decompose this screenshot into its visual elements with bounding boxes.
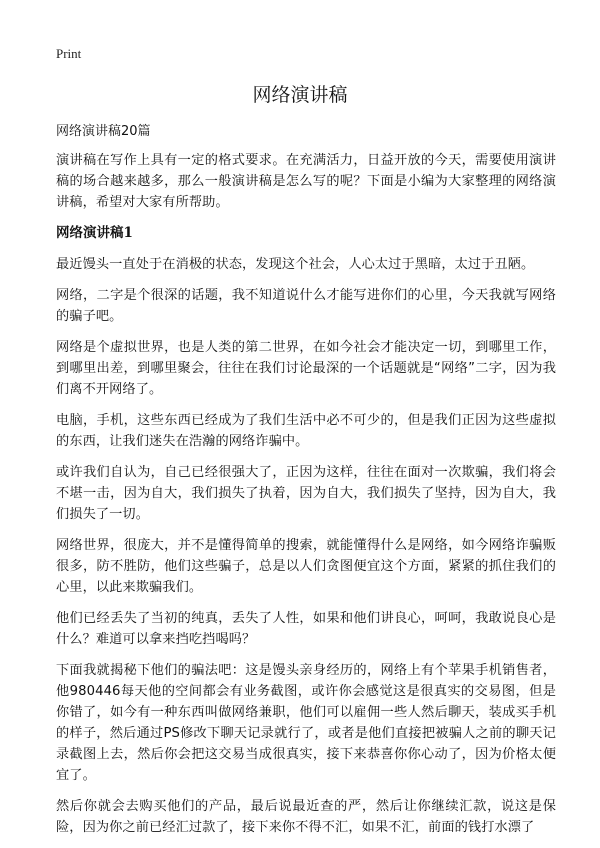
section-title: 网络演讲稿1 [56, 225, 133, 241]
document-body [56, 150, 556, 848]
body-paragraph: 电脑，手机，这些东西已经成为了我们生活中必不可少的，但是我们正因为这些虚拟的东西，让我们迷失在浩瀚的网络诈骗中。 [56, 413, 556, 449]
body-paragraph: 网络，二字是个很深的话题，我不知道说什么才能写进你们的心里，今天我就写网络的骗子吧。 [56, 288, 556, 324]
print-link[interactable]: Print [56, 46, 82, 61]
body-paragraph: 或许我们自认为，自己已经很强大了，正因为这样，往往在面对一次欺骗，我们将会不堪一击，因为自大，我们损失了执着，因为自大，我们损失了坚持，因为自大，我们损失了一切。 [56, 465, 556, 522]
body-paragraph: 网络世界，很庞大，并不是懂得简单的搜索，就能懂得什么是网络，如今网络诈骗贩很多，防不胜防，他们这些骗子，总是以人们贪图便宜这个方面，紧紧的抓住我们的心里，以此来欺骗我们。 [56, 538, 556, 595]
document-title: 网络演讲稿 [252, 84, 348, 106]
intro-paragraph: 演讲稿在写作上具有一定的格式要求。在充满活力，日益开放的今天，需要使用演讲稿的场合越来越多，那么一般演讲稿是怎么写的呢？下面是小编为大家整理的网络演讲稿，希望对大家有所帮助。 [56, 153, 556, 210]
body-paragraph: 然后你就会去购买他们的产品，最后说最近查的严，然后让你继续汇款，说这是保险，因为你之前已经汇过款了，接下来你不得不汇，如果不汇，前面的钱打水漂了 [56, 799, 556, 835]
document-subtitle: 网络演讲稿20篇 [56, 124, 151, 139]
body-paragraph: 网络是个虚拟世界，也是人类的第二世界，在如今社会才能决定一切，到哪里工作，到哪里出差，到哪里聚会，往往在我们讨论最深的一个话题就是“网络”二字，因为我们离不开网络了。 [56, 340, 556, 397]
body-paragraph: 最近馒头一直处于在消极的状态，发现这个社会，人心太过于黑暗，太过于丑陋。 [56, 257, 535, 272]
body-paragraph: 他们已经丢失了当初的纯真，丢失了人性，如果和他们讲良心，呵呵，我敢说良心是什么？难道可以拿来挡吃挡喝吗？ [56, 611, 556, 647]
body-paragraph: 下面我就揭秘下他们的骗法吧：这是馒头亲身经历的，网络上有个苹果手机销售者，他980446每天他的空间都会有业务截图，或许你会感觉这是很真实的交易图，但是你错了，如今有一种东西叫做网络兼职，他们可以雇佣一些人然后聊天，装成买手机的样子，然后通过PS修改下聊天记录就行了，或者是他们直接把被骗人之前的聊天记录截图上去，然后你会把这交易当成很真实，接下来恭喜你你心动了，因为价格太便宜了。 [56, 663, 556, 783]
